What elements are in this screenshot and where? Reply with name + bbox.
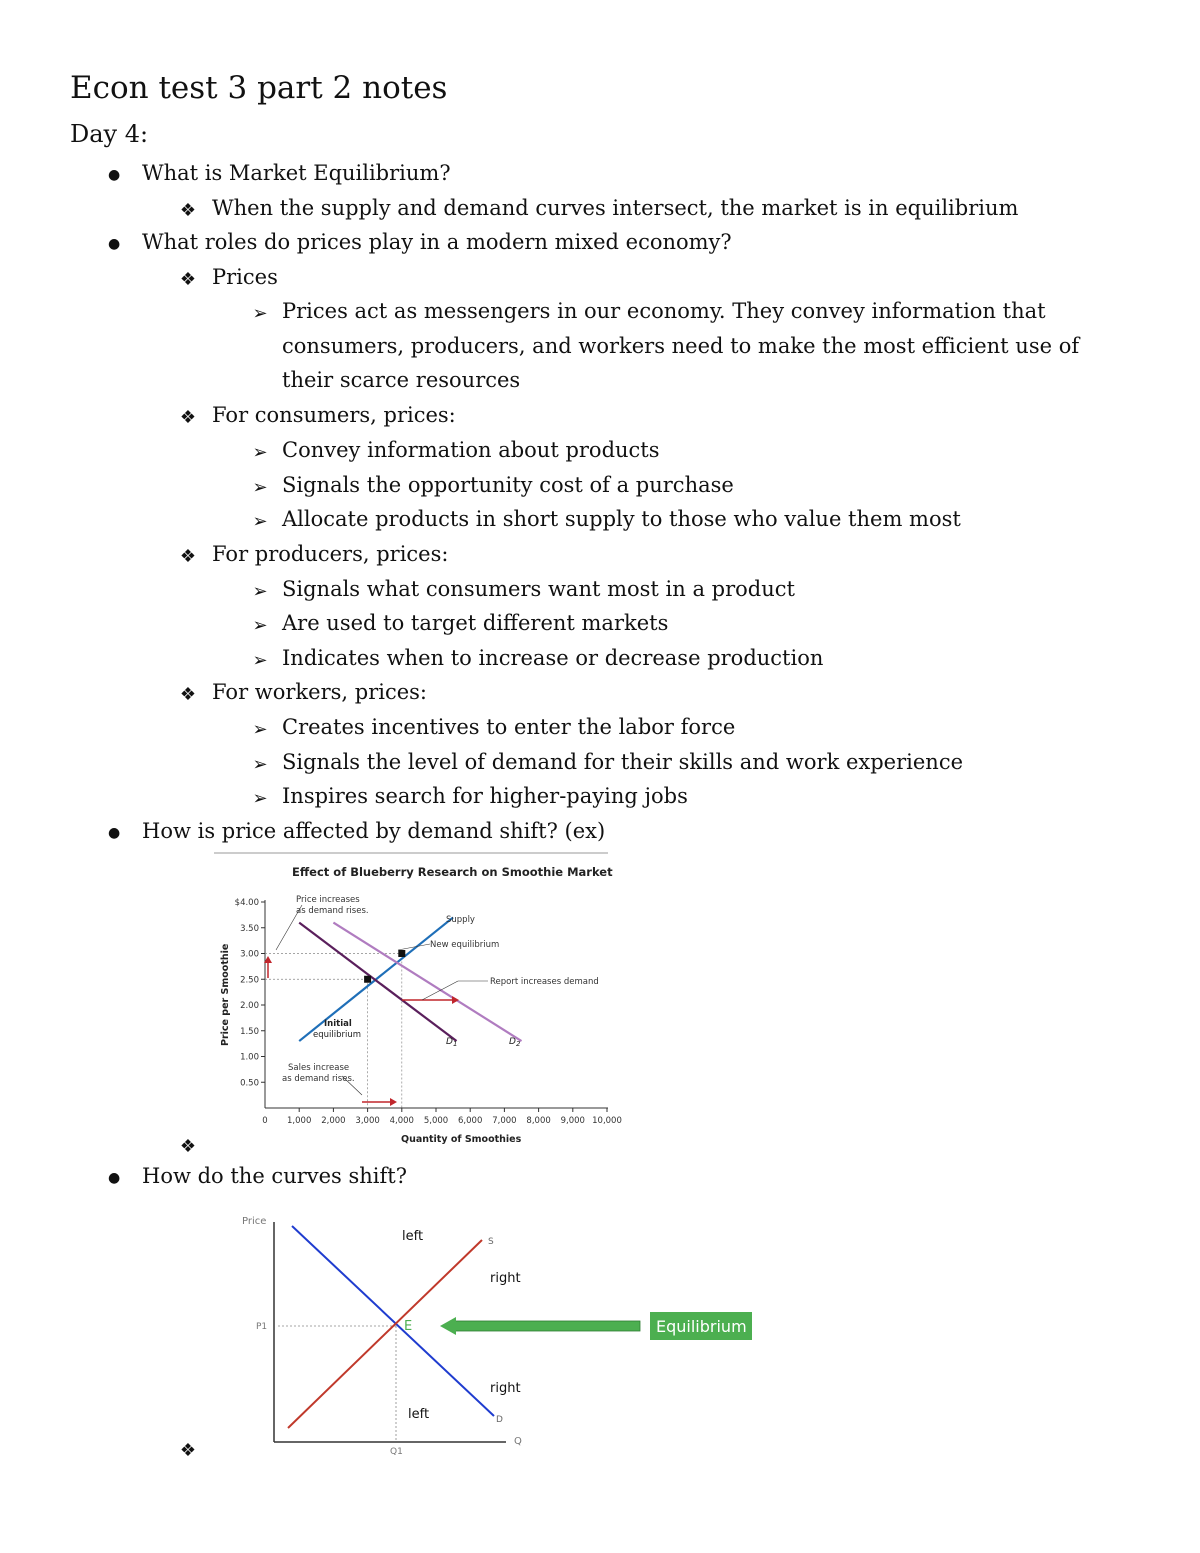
workers-heading: For workers, prices: <box>212 680 427 704</box>
y-tick-label: 3.00 <box>240 949 259 960</box>
shift-label: right <box>490 1381 521 1396</box>
consumer-item: Convey information about products <box>282 438 660 462</box>
d2-label: $D_2$ <box>509 1037 521 1048</box>
day-heading: Day 4: <box>70 120 149 148</box>
y-tick-label: 1.50 <box>240 1026 259 1037</box>
demand-shift-arrow-head <box>452 996 459 1004</box>
arrow-bullet: ➢ <box>252 788 268 809</box>
producer-item: Are used to target different markets <box>282 611 669 635</box>
equilibrium-callout-label: Equilibrium <box>656 1317 747 1336</box>
shift-label: left <box>408 1407 430 1422</box>
prices-text-line-1: Prices act as messengers in our economy. They convey information that <box>282 299 1046 323</box>
page-title: Econ test 3 part 2 notes <box>70 70 448 106</box>
diamond-bullet: ❖ <box>179 269 197 290</box>
supply-demand-chart <box>232 1202 772 1462</box>
worker-item: Signals the level of demand for their skills and work experience <box>282 750 964 774</box>
annotation-price-increases-line1: Price increases <box>296 895 360 905</box>
annotation-new-equilibrium: New equilibrium <box>430 940 500 950</box>
quantity-rise-arrow-head <box>390 1098 397 1106</box>
diamond-bullet: ❖ <box>179 546 197 567</box>
dot-bullet: ● <box>108 1170 121 1186</box>
dot-bullet: ● <box>108 236 121 252</box>
d1-label: $D_1$ <box>446 1037 458 1048</box>
annotation-price-increases-line2: as demand rises. <box>296 906 369 916</box>
question-demand-shift: How is price affected by demand shift? (ex) <box>142 819 606 843</box>
arrow-bullet: ➢ <box>252 754 268 775</box>
p1-tick: P1 <box>256 1322 268 1332</box>
chart-title: Effect of Blueberry Research on Smoothie Market <box>292 865 613 879</box>
x-tick-label: 0 <box>262 1116 268 1126</box>
equilibrium-point <box>398 950 405 957</box>
y-axis-label: Price <box>242 1216 267 1227</box>
x-tick-label: 2,000 <box>321 1116 346 1126</box>
annotation-initial-equilibrium-line1: Initial <box>324 1019 352 1029</box>
arrow-bullet: ➢ <box>252 581 268 602</box>
producers-heading: For producers, prices: <box>212 542 449 566</box>
y-tick-label: 0.50 <box>240 1078 259 1089</box>
arrow-bullet: ➢ <box>252 650 268 671</box>
x-axis-label: Q <box>514 1436 522 1447</box>
diamond-bullet: ❖ <box>179 200 197 221</box>
shift-label: left <box>402 1229 424 1244</box>
y-tick-label: 3.50 <box>240 923 259 934</box>
diamond-bullet: ❖ <box>179 1136 197 1157</box>
annotation-sales-increase-line2: as demand rises. <box>282 1074 355 1084</box>
supply-label: S <box>488 1237 494 1247</box>
equilibrium-point <box>364 976 371 983</box>
answer-equilibrium: When the supply and demand curves intersect, the market is in equilibrium <box>212 196 1019 220</box>
question-roles-of-prices: What roles do prices play in a modern mixed economy? <box>142 230 732 254</box>
annotation-sales-increase-line1: Sales increase <box>288 1063 350 1073</box>
consumers-heading: For consumers, prices: <box>212 403 456 427</box>
diamond-bullet: ❖ <box>179 1440 197 1461</box>
arrow-bullet: ➢ <box>252 719 268 740</box>
q1-tick: Q1 <box>390 1447 403 1457</box>
demand-label: D <box>496 1415 503 1425</box>
arrow-bullet: ➢ <box>252 511 268 532</box>
diamond-bullet: ❖ <box>179 684 197 705</box>
annotation-supply: Supply <box>446 915 475 925</box>
producer-item: Indicates when to increase or decrease production <box>282 646 824 670</box>
worker-item: Creates incentives to enter the labor force <box>282 715 736 739</box>
equilibrium-arrow-head <box>440 1317 456 1335</box>
prices-heading: Prices <box>212 265 278 289</box>
x-tick-label: 10,000 <box>592 1116 622 1126</box>
x-tick-label: 3,000 <box>355 1116 380 1126</box>
annotation-report-increases-demand: Report increases demand <box>490 977 599 987</box>
x-tick-label: 7,000 <box>492 1116 517 1126</box>
arrow-bullet: ➢ <box>252 477 268 498</box>
arrow-bullet: ➢ <box>252 442 268 463</box>
x-tick-label: 8,000 <box>526 1116 551 1126</box>
shift-label: right <box>490 1271 521 1286</box>
dot-bullet: ● <box>108 167 121 183</box>
x-axis-label: Quantity of Smoothies <box>401 1134 522 1145</box>
question-market-equilibrium: What is Market Equilibrium? <box>142 161 451 185</box>
equilibrium-arrow-shaft <box>454 1321 640 1331</box>
consumer-item: Allocate products in short supply to those who value them most <box>282 507 961 531</box>
y-tick-label: 1.00 <box>240 1052 259 1063</box>
arrow-bullet: ➢ <box>252 615 268 636</box>
worker-item: Inspires search for higher-paying jobs <box>282 784 688 808</box>
y-tick-label: 2.50 <box>240 975 259 986</box>
prices-text-line-3: their scarce resources <box>282 368 521 392</box>
diamond-bullet: ❖ <box>179 407 197 428</box>
x-tick-label: 4,000 <box>389 1116 414 1126</box>
x-tick-label: 6,000 <box>458 1116 483 1126</box>
x-tick-label: 5,000 <box>423 1116 449 1126</box>
y-tick-label: 2.00 <box>240 1001 259 1011</box>
x-tick-label: 1,000 <box>287 1116 312 1126</box>
producer-item: Signals what consumers want most in a product <box>282 577 795 601</box>
y-axis-label: Price per Smoothie <box>220 943 231 1046</box>
annotation-leader <box>276 905 302 950</box>
prices-text-line-2: consumers, producers, and workers need to make the most efficient use of <box>282 334 1080 358</box>
dot-bullet: ● <box>108 825 121 841</box>
consumer-item: Signals the opportunity cost of a purchase <box>282 473 734 497</box>
annotation-initial-equilibrium-line2: equilibrium <box>313 1030 362 1040</box>
smoothie-market-chart <box>212 850 622 1150</box>
arrow-bullet: ➢ <box>252 303 268 324</box>
y-tick-label: $4.00 <box>234 898 259 908</box>
equilibrium-point-label: E <box>404 1319 413 1334</box>
x-tick-label: 9,000 <box>560 1116 585 1126</box>
supply-curve <box>288 1240 482 1428</box>
question-curve-shift: How do the curves shift? <box>142 1164 407 1188</box>
